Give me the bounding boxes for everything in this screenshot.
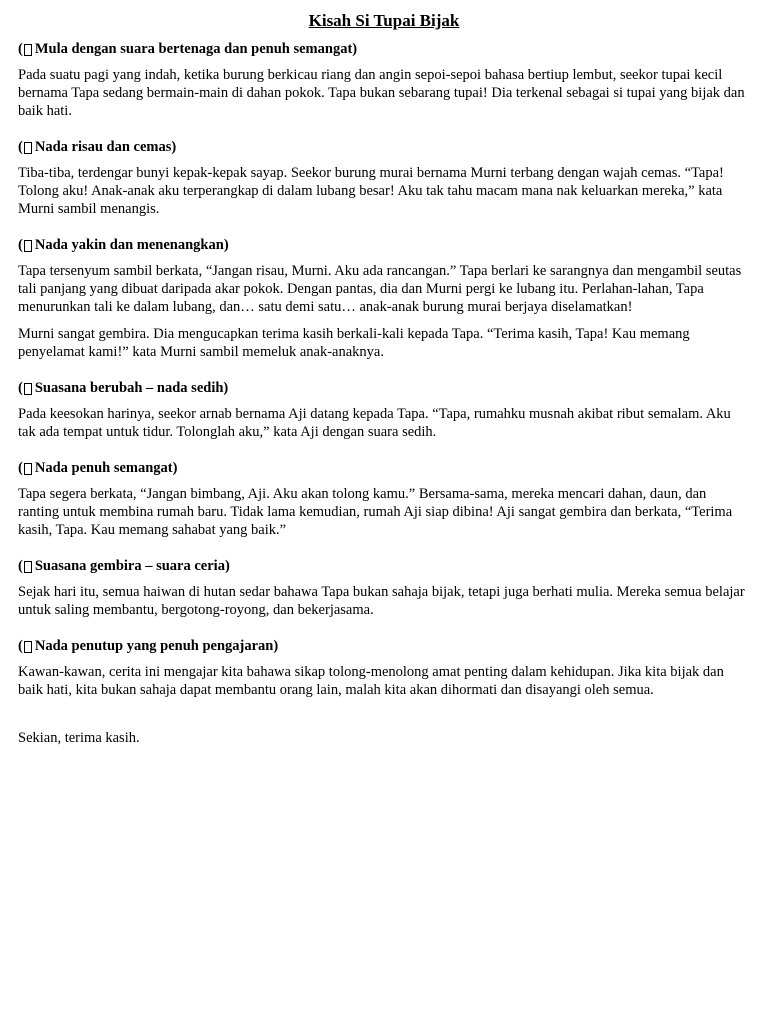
- section-heading: [18, 138, 750, 156]
- story-paragraph: Tapa tersenyum sambil berkata, “Jangan risau, Murni. Aku ada rancangan.” Tapa berlari ke sarangnya dan mengambil seutas tali panjang yang dibuat daripada akar pokok. Dengan pantas, dia dan Murni pergi ke lubang itu. Perlahan-lahan, Tapa menurunkan tali ke dalam lubang, dan… satu demi satu… anak-anak burung murai berjaya diselamatkan!: [18, 263, 742, 315]
- missing-emoji-glyph-icon: [24, 44, 32, 56]
- closing-line: Sekian, terima kasih.: [18, 730, 140, 746]
- heading-open-paren: (: [18, 139, 23, 155]
- missing-emoji-glyph-icon: [24, 641, 32, 653]
- heading-close-paren: ): [172, 460, 178, 476]
- section-heading: [18, 236, 750, 254]
- section-heading: [18, 557, 750, 575]
- story-section: [18, 40, 750, 120]
- story-section: [18, 379, 750, 441]
- story-section: [18, 637, 750, 699]
- heading-open-paren: (: [18, 380, 23, 396]
- heading-close-paren: ): [352, 41, 358, 57]
- story-paragraph: Sejak hari itu, semua haiwan di hutan sedar bahawa Tapa bukan sahaja bijak, tetapi juga berhati mulia. Mereka semua belajar untuk saling membantu, bergotong-royong, dan bekerjasama.: [18, 584, 745, 618]
- heading-open-paren: (: [18, 41, 23, 57]
- section-heading-text: Nada yakin dan menenangkan: [34, 237, 224, 253]
- heading-close-paren: ): [224, 558, 230, 574]
- missing-emoji-glyph-icon: [24, 142, 32, 154]
- heading-open-paren: (: [18, 237, 23, 253]
- section-heading-text: Mula dengan suara bertenaga dan penuh semangat: [34, 41, 353, 57]
- section-heading: [18, 459, 750, 477]
- section-heading: [18, 637, 750, 655]
- section-heading: [18, 379, 750, 397]
- missing-emoji-glyph-icon: [24, 383, 32, 395]
- section-heading-text: Nada penuh semangat: [34, 460, 173, 476]
- section-heading-text: Nada risau dan cemas: [34, 139, 172, 155]
- document-title: Kisah Si Tupai Bijak: [308, 11, 460, 30]
- heading-close-paren: ): [223, 380, 229, 396]
- story-section: [18, 557, 750, 619]
- story-sections: [18, 40, 750, 699]
- missing-emoji-glyph-icon: [24, 240, 32, 252]
- story-paragraph: Tiba-tiba, terdengar bunyi kepak-kepak sayap. Seekor burung murai bernama Murni terbang dengan wajah cemas. “Tapa! Tolong aku! Anak-anak aku terperangkap di dalam lubang besar! Aku tak tahu macam mana nak keluarkan mereka,” kata Murni sambil menangis.: [18, 165, 724, 217]
- heading-close-paren: ): [273, 638, 279, 654]
- story-section: [18, 236, 750, 361]
- story-section: [18, 138, 750, 218]
- heading-close-paren: ): [171, 139, 177, 155]
- heading-open-paren: (: [18, 460, 23, 476]
- story-paragraph: Murni sangat gembira. Dia mengucapkan terima kasih berkali-kali kepada Tapa. “Terima kasih, Tapa! Kau memang penyelamat kami!” kata Murni sambil memeluk anak-anaknya.: [18, 326, 690, 360]
- story-paragraph: Pada suatu pagi yang indah, ketika burung berkicau riang dan angin sepoi-sepoi bahasa bertiup lembut, seekor tupai kecil bernama Tapa sedang bermain-main di dahan pokok. Tapa bukan sebarang tupai! Dia terkenal sebagai si tupai yang bijak dan baik hati.: [18, 67, 745, 119]
- heading-open-paren: (: [18, 638, 23, 654]
- story-paragraph: Pada keesokan harinya, seekor arnab bernama Aji datang kepada Tapa. “Tapa, rumahku musnah akibat ribut semalam. Aku tak ada tempat untuk tidur. Tolonglah aku,” kata Aji dengan suara sedih.: [18, 406, 731, 440]
- heading-close-paren: ): [223, 237, 229, 253]
- section-heading: [18, 40, 750, 58]
- missing-emoji-glyph-icon: [24, 561, 32, 573]
- section-heading-text: Nada penutup yang penuh pengajaran: [34, 638, 274, 654]
- section-heading-text: Suasana berubah – nada sedih: [34, 380, 224, 396]
- story-paragraph: Tapa segera berkata, “Jangan bimbang, Aji. Aku akan tolong kamu.” Bersama-sama, mereka mencari dahan, daun, dan ranting untuk membina rumah baru. Tidak lama kemudian, rumah Aji siap dibina! Aji sangat gembira dan berkata, “Terima kasih, Tapa. Kau memang sahabat yang baik.”: [18, 486, 733, 538]
- heading-open-paren: (: [18, 558, 23, 574]
- story-paragraph: Kawan-kawan, cerita ini mengajar kita bahawa sikap tolong-menolong amat penting dalam kehidupan. Jika kita bijak dan baik hati, kita bukan sahaja dapat membantu orang lain, malah kita akan dihormati dan disayangi oleh semua.: [18, 664, 724, 698]
- story-section: [18, 459, 750, 539]
- section-heading-text: Suasana gembira – suara ceria: [34, 558, 225, 574]
- missing-emoji-glyph-icon: [24, 463, 32, 475]
